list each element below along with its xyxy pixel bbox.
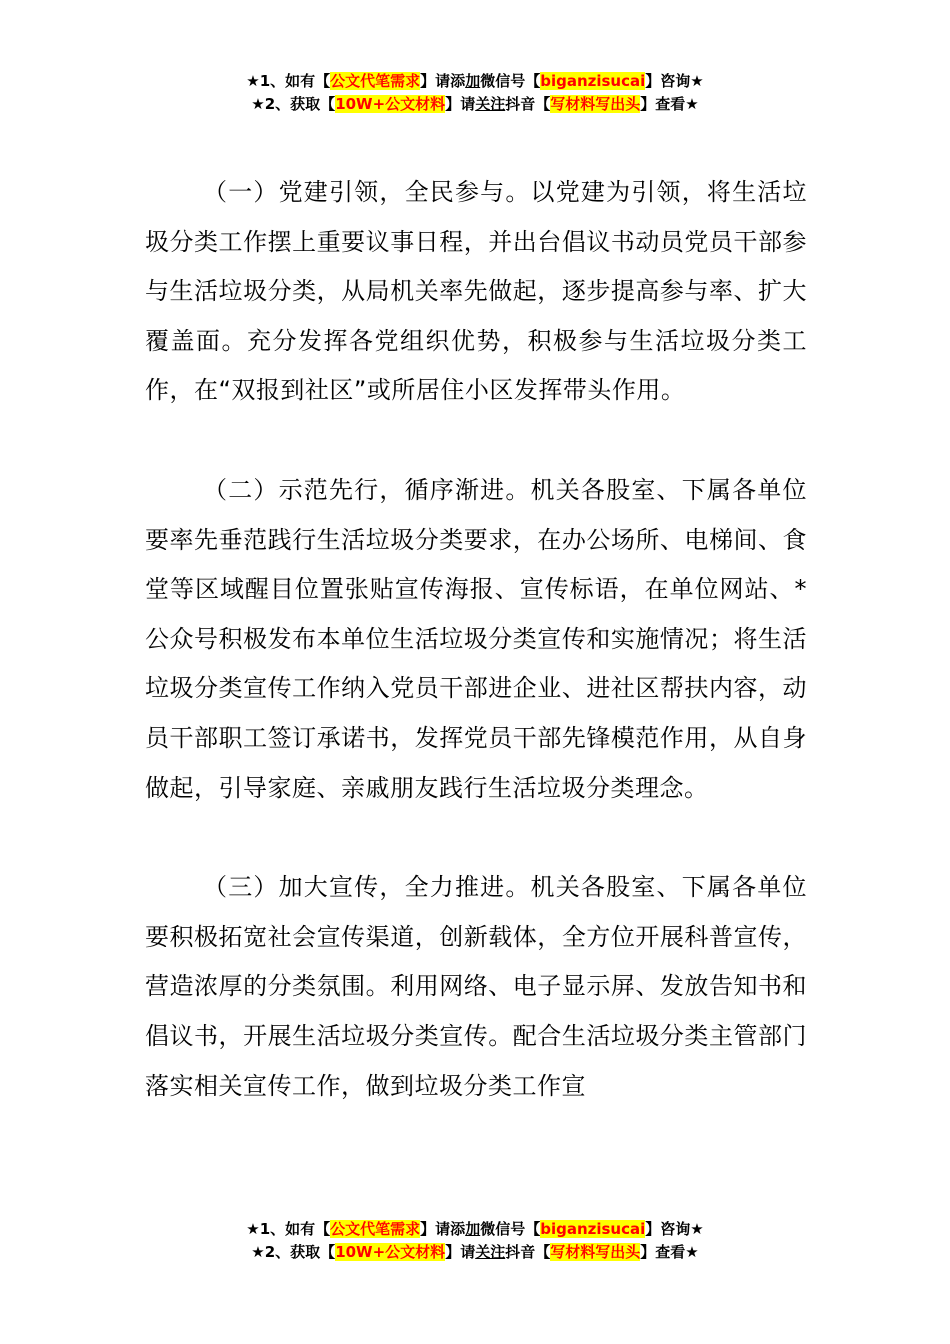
highlight-text: 10W+公文材料 — [335, 95, 446, 113]
banner-line-1 — [0, 1218, 950, 1241]
banner-text: 抖音【 — [505, 95, 551, 113]
banner-line-2 — [0, 93, 950, 116]
paragraph-1: （一）党建引领，全民参与。以党建为引领，将生活垃圾分类工作摆上重要议事日程，并出台倡议书动员党员干部参与生活垃圾分类，从局机关率先做起，逐步提高参与率、扩大覆盖面。充分发挥各党组织优势，积极参与生活垃圾分类工作，在“双报到社区”或所居住小区发挥带头作用。 — [145, 178, 807, 405]
banner-text: 】咨询★ — [645, 1220, 704, 1238]
paragraph-3: （三）加大宣传，全力推进。机关各股室、下属各单位要积极拓宽社会宣传渠道，创新载体，全方位开展科普宣传，营造浓厚的分类氛围。利用网络、电子显示屏、发放告知书和倡议书，开展生活垃圾分类宣传。配合生活垃圾分类主管部门落实相关宣传工作，做到垃圾分类工作宣 — [145, 873, 807, 1100]
banner-line-1 — [0, 70, 950, 93]
banner-text: 微信号【 — [480, 1220, 541, 1238]
document-body — [145, 168, 807, 1208]
highlight-text: 写材料写出头 — [550, 1243, 641, 1261]
banner-text: 】咨询★ — [645, 72, 704, 90]
emphasis-text: 关注 — [475, 1243, 506, 1261]
highlight-text: biganzisucai — [540, 72, 646, 90]
banner-text: 微信号【 — [480, 72, 541, 90]
banner-text: 】请添 — [420, 1220, 466, 1238]
highlight-text: biganzisucai — [540, 1220, 646, 1238]
banner-text: 】请 — [445, 1243, 476, 1261]
highlight-text: 公文代笔需求 — [330, 1220, 421, 1238]
banner-text: ★2、获取【 — [251, 95, 336, 113]
emphasis-text: 加 — [465, 72, 481, 90]
paragraph-2: （二）示范先行，循序渐进。机关各股室、下属各单位要率先垂范践行生活垃圾分类要求，在办公场所、电梯间、食堂等区域醒目位置张贴宣传海报、宣传标语，在单位网站、*公众号积极发布本单位生活垃圾分类宣传和实施情况；将生活垃圾分类宣传工作纳入党员干部进企业、进社区帮扶内容，动员干部职工签订承诺书，发挥党员干部先锋模范作用，从自身做起，引导家庭、亲戚朋友践行生活垃圾分类理念。 — [145, 475, 807, 802]
banner-text: 】查看★ — [640, 1243, 699, 1261]
banner-text: 抖音【 — [505, 1243, 551, 1261]
highlight-text: 公文代笔需求 — [330, 72, 421, 90]
banner-text: 】请 — [445, 95, 476, 113]
banner-text: ★1、如有【 — [246, 72, 331, 90]
highlight-text: 写材料写出头 — [550, 95, 641, 113]
banner-text: 】查看★ — [640, 95, 699, 113]
banner-text: ★1、如有【 — [246, 1220, 331, 1238]
emphasis-text: 关注 — [475, 95, 506, 113]
header-banner — [0, 70, 950, 116]
banner-line-2 — [0, 1241, 950, 1264]
banner-text: ★2、获取【 — [251, 1243, 336, 1261]
banner-text: 】请添 — [420, 72, 466, 90]
footer-banner — [0, 1218, 950, 1264]
emphasis-text: 加 — [465, 1220, 481, 1238]
highlight-text: 10W+公文材料 — [335, 1243, 446, 1261]
